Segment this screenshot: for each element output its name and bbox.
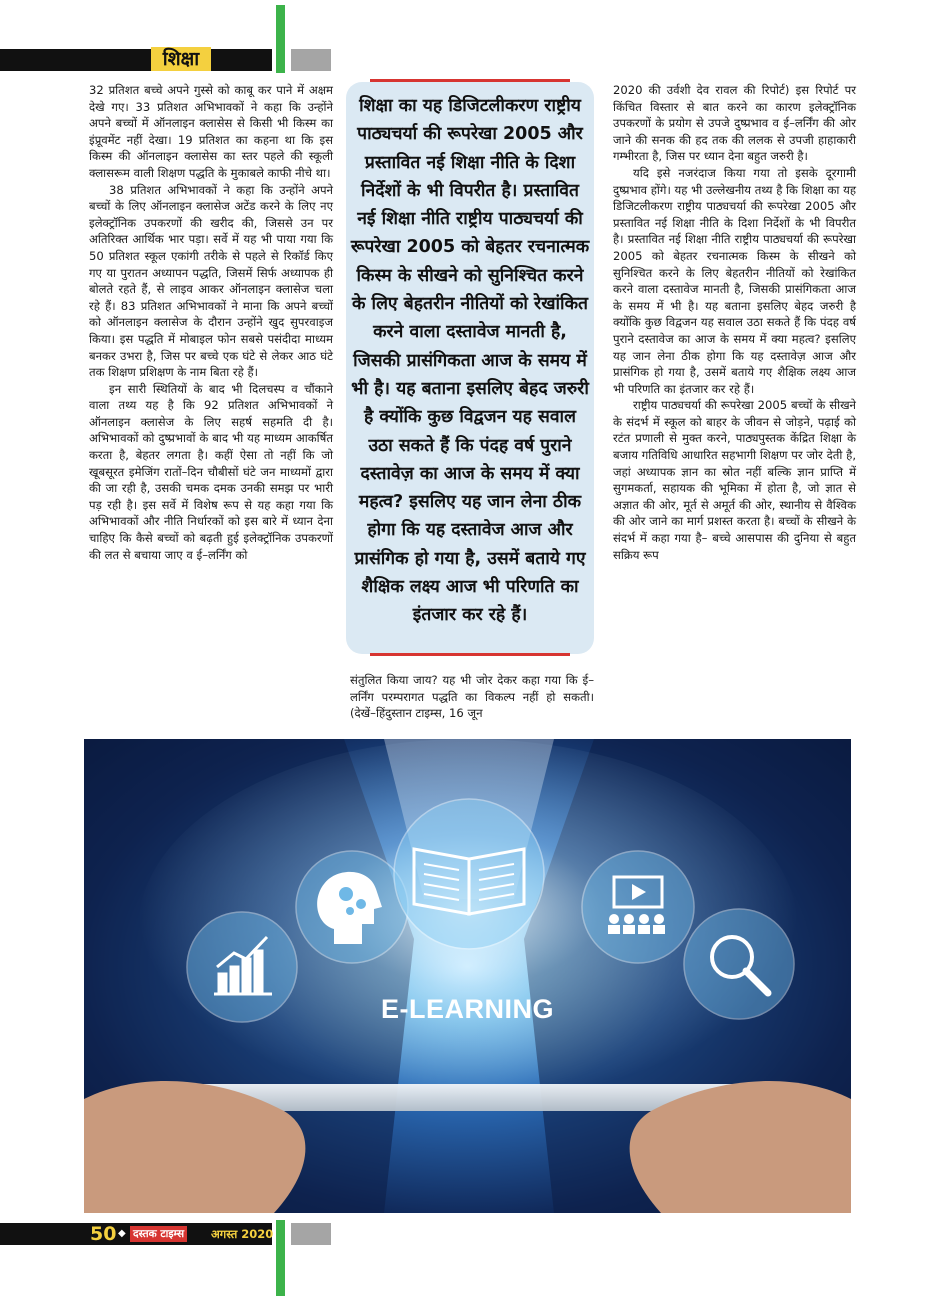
left-paragraph-3: इन सारी स्थितियों के बाद भी दिलचस्प व चौंकाने वाला तथ्य यह है कि 92 प्रतिशत अभिभावकों ने ऑनलाइन क्लासेज के लिए सहर्ष सहमति दी है। अभिभावकों को दुष्प्रभावों के बाद भी यह माध्यम आकर्षित करता है, बेहतर लगता है। कहीं ऐसा तो नहीं कि जो खूबसूरत इमेजिंग रातों–दिन चौबीसों घंटे जन माध्यमों द्वारा की जा रही है, उसकी चमक दमक उनकी समझ पर भारी पड़ रही है। इस सर्वे में विशेष रूप से यह कहा गया कि अभिभावकों और नीति निर्धारकों को इस बारे में ध्यान देना चाहिए कि कैसे बच्चों को बढ़ती हुई इलेक्ट्रॉनिक उपकरणों की लत से बचाया जाए व ई–लर्निंग को: [89, 381, 333, 562]
elearning-caption: E-LEARNING: [381, 994, 554, 1024]
right-paragraph-3: राष्ट्रीय पाठ्यचर्या की रूपरेखा 2005 बच्चों के सीखने के संदर्भ में स्कूल को बाहर के जीवन से जोड़ने, पढ़ाई को रटंत प्रणाली से मुक्त करने, पाठ्यपुस्तक केंद्रित शिक्षा के बजाय गतिविधि आधारित सहभागी शिक्षण पर जोर देती है, जहां अध्यापक ज्ञान का स्रोत नहीं बल्कि ज्ञान प्राप्ति में सुगमकर्ता, सहायक की भूमिका में होता है, जो ज्ञात से अज्ञात की ओर, मूर्त से अमूर्त की ओर, स्थानीय से वैश्विक की ओर जाने का मार्ग प्रशस्त करता है। बच्चों के सीखने के संदर्भ में कहा गया है– बच्चे आसपास की दुनिया से बहुत सक्रिय रूप: [613, 398, 856, 562]
header-black-bar: [0, 49, 272, 71]
right-paragraph-2: यदि इसे नजरंदाज किया गया तो इसके दूरगामी दुष्प्रभाव होंगे। यह भी उल्लेखनीय तथ्य है कि शिक्षा का यह डिजिटलीकरण राष्ट्रीय पाठ्यचर्या की रूपरेखा 2005 और प्रस्तावित नई शिक्षा नीति के दिशा निर्देशों के भी विपरीत है। प्रस्तावित नई शिक्षा नीति राष्ट्रीय पाठ्यचर्या की रूपरेखा 2005 को बेहतर रचनात्मक किस्म के सीखने को सुनिश्चित करने के लिए बेहतरीन नीतियों को रेखांकित करने वाला दस्तावेज मानती है, जिसकी प्रासंगिकता आज के समय में भी है। यह बताना इसलिए बेहद जरुरी है क्योंकि कुछ विद्वजन यह सवाल उठा सकते हैं कि पंदह वर्ष पुराने दस्तावेज का आज के समय में क्या महत्व? इसलिए यह जान लेना ठीक होगा कि यह दस्तावेज़ आज और प्रासंगिक हो गया है, उसमें बताये गए शैक्षिक लक्ष्य आज भी परिणति का इंतजार कर रहे हैं।: [613, 165, 857, 396]
middle-column: [350, 672, 594, 722]
footer-grey-block: [291, 1223, 331, 1245]
right-paragraph-1: 2020 की उर्वशी देव रावल की रिपोर्ट) इस रिपोर्ट पर किंचित विस्तार से बात करने का कारण इलेक्ट्रॉनिक उपकरणों के प्रयोग से उपजे दुष्प्रभाव व ई–लर्निंग की ओर जाने की सनक की हद तक की ललक से उपजी हाहाकारी गम्भीरता है, जिस पर ध्यान देना बहुत जरुरी है।: [613, 83, 856, 164]
pull-quote-top-rule: [370, 79, 570, 82]
header-grey-block: [291, 49, 331, 71]
magazine-name: दस्तक टाइम्स: [130, 1226, 187, 1242]
middle-paragraph: संतुलित किया जाय? यह भी जोर देकर कहा गया कि ई–लर्निंग परम्परागत पद्धति का विकल्प नहीं हो सकती। (देखें–हिंदुस्तान टाइम्स, 16 जून: [350, 673, 594, 721]
head-gears-icon: [296, 851, 408, 963]
footer-green-bar: [276, 1220, 285, 1296]
footer-separator: ◆: [118, 1228, 126, 1239]
section-label: शिक्षा: [151, 47, 211, 71]
open-book-icon: [394, 799, 544, 949]
issue-date: अगस्त 2020: [211, 1227, 274, 1241]
elearning-photo: [84, 739, 851, 1213]
page-number: 50: [90, 1223, 117, 1245]
right-column: [613, 82, 856, 563]
header-green-bar: [276, 5, 285, 73]
video-audience-icon: [582, 851, 694, 963]
left-paragraph-2: 38 प्रतिशत अभिभावकों ने कहा कि उन्होंने अपने बच्चों के लिए ऑनलाइन क्लासेज अटेंड करने के लिए नए इलेक्ट्रॉनिक उपकरणों की खरीद की, जिससे उन पर अतिरिक्त आर्थिक भार पड़ा। सर्वे में यह भी पाया गया कि 50 प्रतिशत स्कूल एकांगी तरीके से पहले से रिकॉर्ड किए गए या पुरातन अध्यापन पद्धति, जिसमें सिर्फ अध्यापक ही बोलते रहते हैं, से लाइव आकर ऑनलाइन क्लासेज चला रहे हैं। 83 प्रतिशत अभिभावकों ने माना कि अपने बच्चों को ऑनलाइन क्लासेज के दौरान उन्होंने खुद सुपरवाइज किया। इस पद्धति में मोबाइल फोन सबसे पसंदीदा माध्यम बनकर उभरा है, जिस पर बच्चे एक घंटे से लेकर आठ घंटे तक शिक्षण प्रशिक्षण के नाम बिता रहे हैं।: [89, 182, 333, 380]
left-paragraph-1: 32 प्रतिशत बच्चे अपने गुस्से को काबू कर पाने में अक्षम देखे गए। 33 प्रतिशत अभिभावकों ने कहा कि उन्होंने अपने बच्चों में ऑनलाइन क्लासेस से किसी भी किस्म का इंप्रूवमेंट नहीं देखा। 19 प्रतिशत का कहना था कि इस किस्म की ऑनलाइन क्लासेस का स्तर पहले की स्कूली क्लासरूम वाली शिक्षण पद्धति के मुकाबले काफी नीचे था।: [89, 83, 333, 180]
left-column: [89, 82, 333, 563]
pull-quote-bottom-rule: [370, 653, 570, 656]
pull-quote-text: शिक्षा का यह डिजिटलीकरण राष्ट्रीय पाठ्यचर्या की रूपरेखा 2005 और प्रस्तावित नई शिक्षा नीति के दिशा निर्देशों के भी विपरीत है। प्रस्तावित नई शिक्षा नीति राष्ट्रीय पाठ्यचर्या की रूपरेखा 2005 को बेहतर रचनात्मक किस्म के सीखने को सुनिश्चित करने के लिए बेहतरीन नीतियों को रेखांकित करने वाला दस्तावेज मानती है, जिसकी प्रासंगिकता आज के समय में भी है। यह बताना इसलिए बेहद जरुरी है क्योंकि कुछ विद्वजन यह सवाल उठा सकते हैं कि पंदह वर्ष पुराने दस्तावेज़ का आज के समय में क्या महत्व? इसलिए यह जान लेना ठीक होगा कि यह दस्तावेज आज और प्रासंगिक हो गया है, उसमें बताये गए शैक्षिक लक्ष्य आज भी परिणति का इंतजार कर रहे हैं।: [350, 96, 590, 626]
